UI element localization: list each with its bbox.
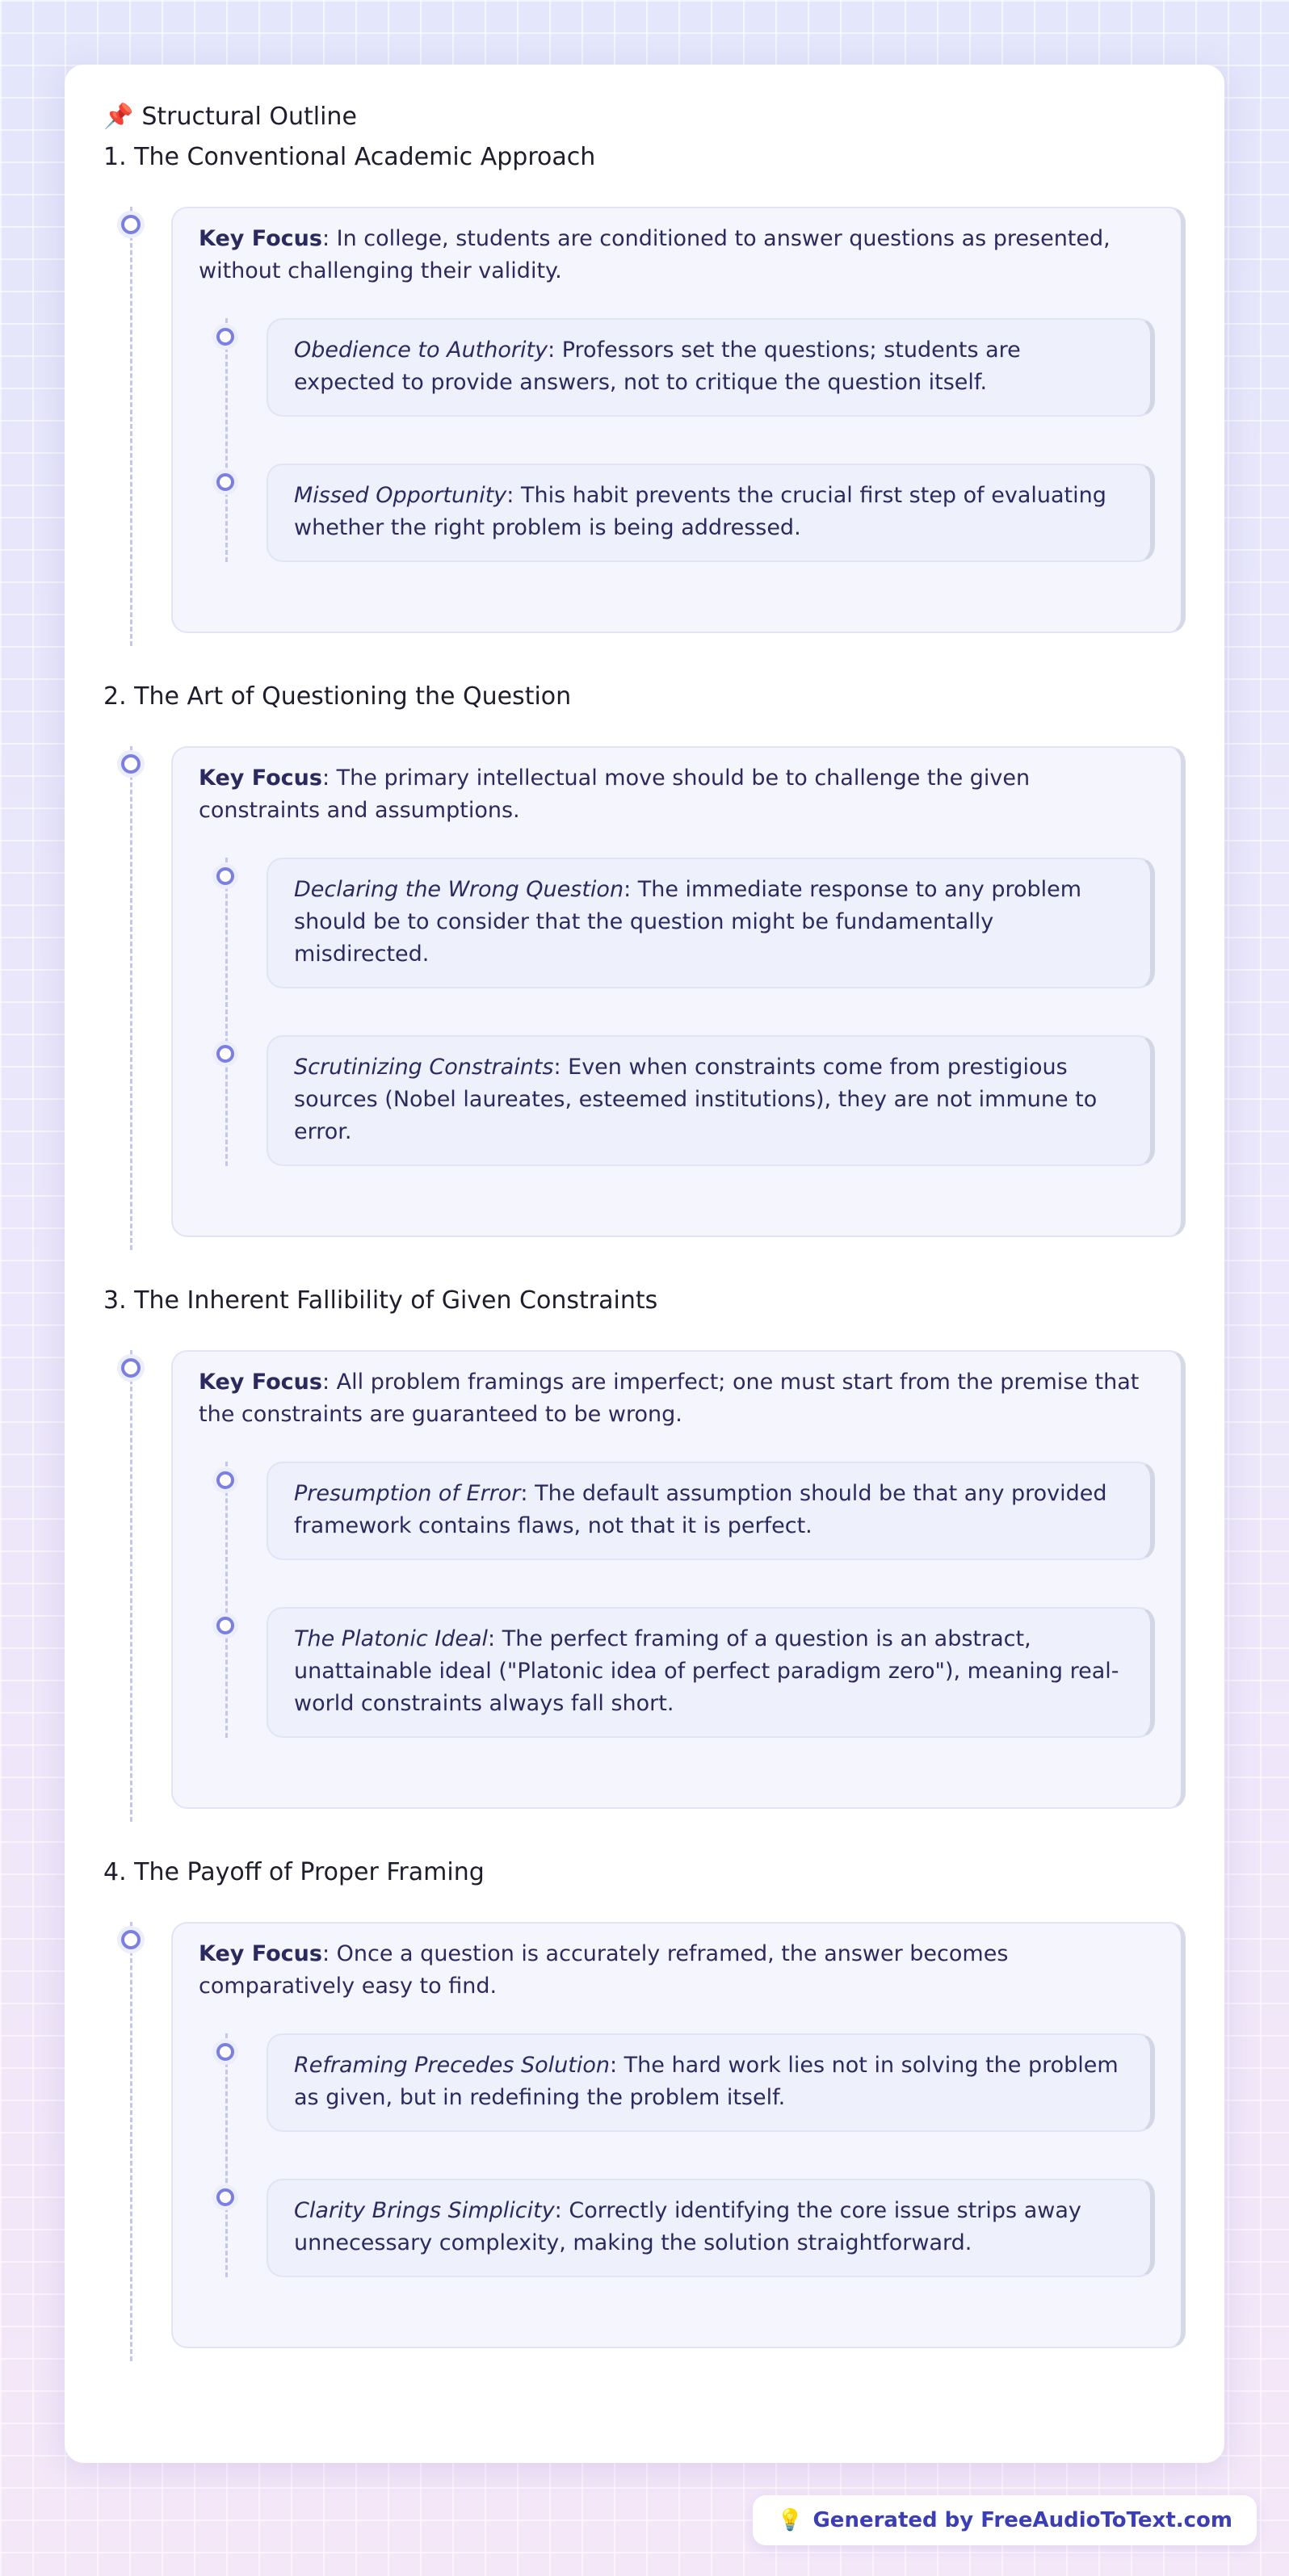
key-focus-label: Key Focus [199,1941,322,1966]
key-focus-label: Key Focus [199,226,322,251]
sub-point-label: Presumption of Error [294,1481,521,1506]
sub-point-body: : Correctly identifying the core issue strips away unnecessary complexity, making the solution straightforward. [294,2198,1081,2255]
key-focus-text [199,762,1155,827]
sub-point-body: : Professors set the questions; students are expected to provide answers, not to critique the question itself. [294,338,1021,395]
sub-point-text [294,1623,1124,1720]
key-focus-body: : Once a question is accurately reframed, the answer becomes comparatively easy to find. [199,1941,1009,1999]
key-focus-box [171,1922,1186,2348]
sub-node-icon [216,1471,234,1489]
sub-point-list [199,1462,1155,1738]
key-focus-text [199,223,1155,287]
sub-point-body: : The immediate response to any problem should be to consider that the question might be fundamentally misdirected. [294,877,1082,967]
sub-point [267,2179,1155,2277]
sub-point-body: : The hard work lies not in solving the problem as given, but in redefining the problem itself. [294,2053,1119,2110]
section [103,1286,1186,1809]
section-title: 2. The Art of Questioning the Question [103,682,572,711]
timeline-node-icon [121,215,141,234]
sub-node-icon [216,328,234,346]
sub-point-body: : The default assumption should be that any provided framework contains flaws, not that it is perfect. [294,1481,1107,1538]
sub-point-text [294,480,1124,544]
section-timeline [103,207,1186,633]
section-timeline [103,1350,1186,1809]
sub-node-icon [216,2043,234,2061]
section-title: 3. The Inherent Fallibility of Given Constraints [103,1286,658,1315]
sub-point-list [199,318,1155,562]
section-title: 4. The Payoff of Proper Framing [103,1858,485,1886]
sub-point-label: The Platonic Ideal [294,1626,489,1651]
sub-point [267,1462,1155,1560]
sub-point-box [267,1462,1155,1560]
sub-point-box [267,2033,1155,2132]
key-focus-box [171,207,1186,633]
sub-point-label: Obedience to Authority [294,338,548,363]
sub-point [267,1035,1155,1166]
sub-point-text [294,334,1124,399]
key-focus-body: : The primary intellectual move should be to challenge the given constraints and assumptions. [199,766,1031,823]
sub-point-text [294,874,1124,971]
sub-point-list [199,2033,1155,2277]
key-focus-label: Key Focus [199,766,322,791]
section [103,142,1186,633]
sub-point-box [267,1035,1155,1166]
outline-title: Structural Outline [141,103,357,131]
key-focus-text [199,1366,1155,1431]
pushpin-icon: 📌 [103,103,134,131]
sub-point-box [267,1607,1155,1738]
sub-point [267,2033,1155,2132]
sub-point-body: : The perfect framing of a question is an abstract, unattainable ideal ("Platonic idea of perfect paradigm zero"), meaning real-world constraints always fall short. [294,1626,1119,1716]
sub-node-icon [216,1045,234,1063]
section-timeline [103,746,1186,1237]
sub-point-text [294,1051,1124,1148]
sub-point-label: Scrutinizing Constraints [294,1055,554,1080]
sub-point-label: Clarity Brings Simplicity [294,2198,555,2223]
key-focus-box [171,1350,1186,1809]
timeline-node-icon [121,1358,141,1378]
timeline-node-icon [121,754,141,774]
sub-node-icon [216,1617,234,1634]
timeline-node-icon [121,1930,141,1949]
sub-point-box [267,2179,1155,2277]
sub-node-icon [216,2188,234,2206]
key-focus-body: : In college, students are conditioned to answer questions as presented, without challenging their validity. [199,226,1111,283]
sub-point-body: : This habit prevents the crucial first step of evaluating whether the right problem is being addressed. [294,483,1106,540]
sub-point [267,858,1155,988]
sub-point [267,318,1155,417]
sub-point-list [199,858,1155,1166]
section-title: 1. The Conventional Academic Approach [103,143,596,171]
lightbulb-icon: 💡 [777,2508,804,2532]
sub-point-label: Declaring the Wrong Question [294,877,624,902]
key-focus-box [171,746,1186,1237]
sub-point-label: Missed Opportunity [294,483,507,508]
generated-by-label: Generated by FreeAudioToText.com [812,2508,1232,2532]
sub-point-body: : Even when constraints come from prestigious sources (Nobel laureates, esteemed institutions), they are not immune to error. [294,1055,1098,1144]
sub-point-text [294,2049,1124,2114]
sub-point-box [267,318,1155,417]
sub-point [267,1607,1155,1738]
sub-point-box [267,858,1155,988]
section [103,682,1186,1237]
key-focus-label: Key Focus [199,1370,322,1395]
outline-card [65,65,1224,2463]
sub-point [267,464,1155,562]
sub-node-icon [216,867,234,885]
key-focus-text [199,1938,1155,2003]
section [103,1857,1186,2348]
sub-point-label: Reframing Precedes Solution [294,2053,610,2078]
sub-point-box [267,464,1155,562]
sub-node-icon [216,473,234,491]
generated-by-link[interactable] [753,2495,1257,2545]
section-timeline [103,1922,1186,2348]
sub-point-text [294,1478,1124,1542]
outline-heading [103,102,1186,132]
sub-point-text [294,2195,1124,2259]
key-focus-body: : All problem framings are imperfect; one must start from the premise that the constraints are guaranteed to be wrong. [199,1370,1140,1427]
